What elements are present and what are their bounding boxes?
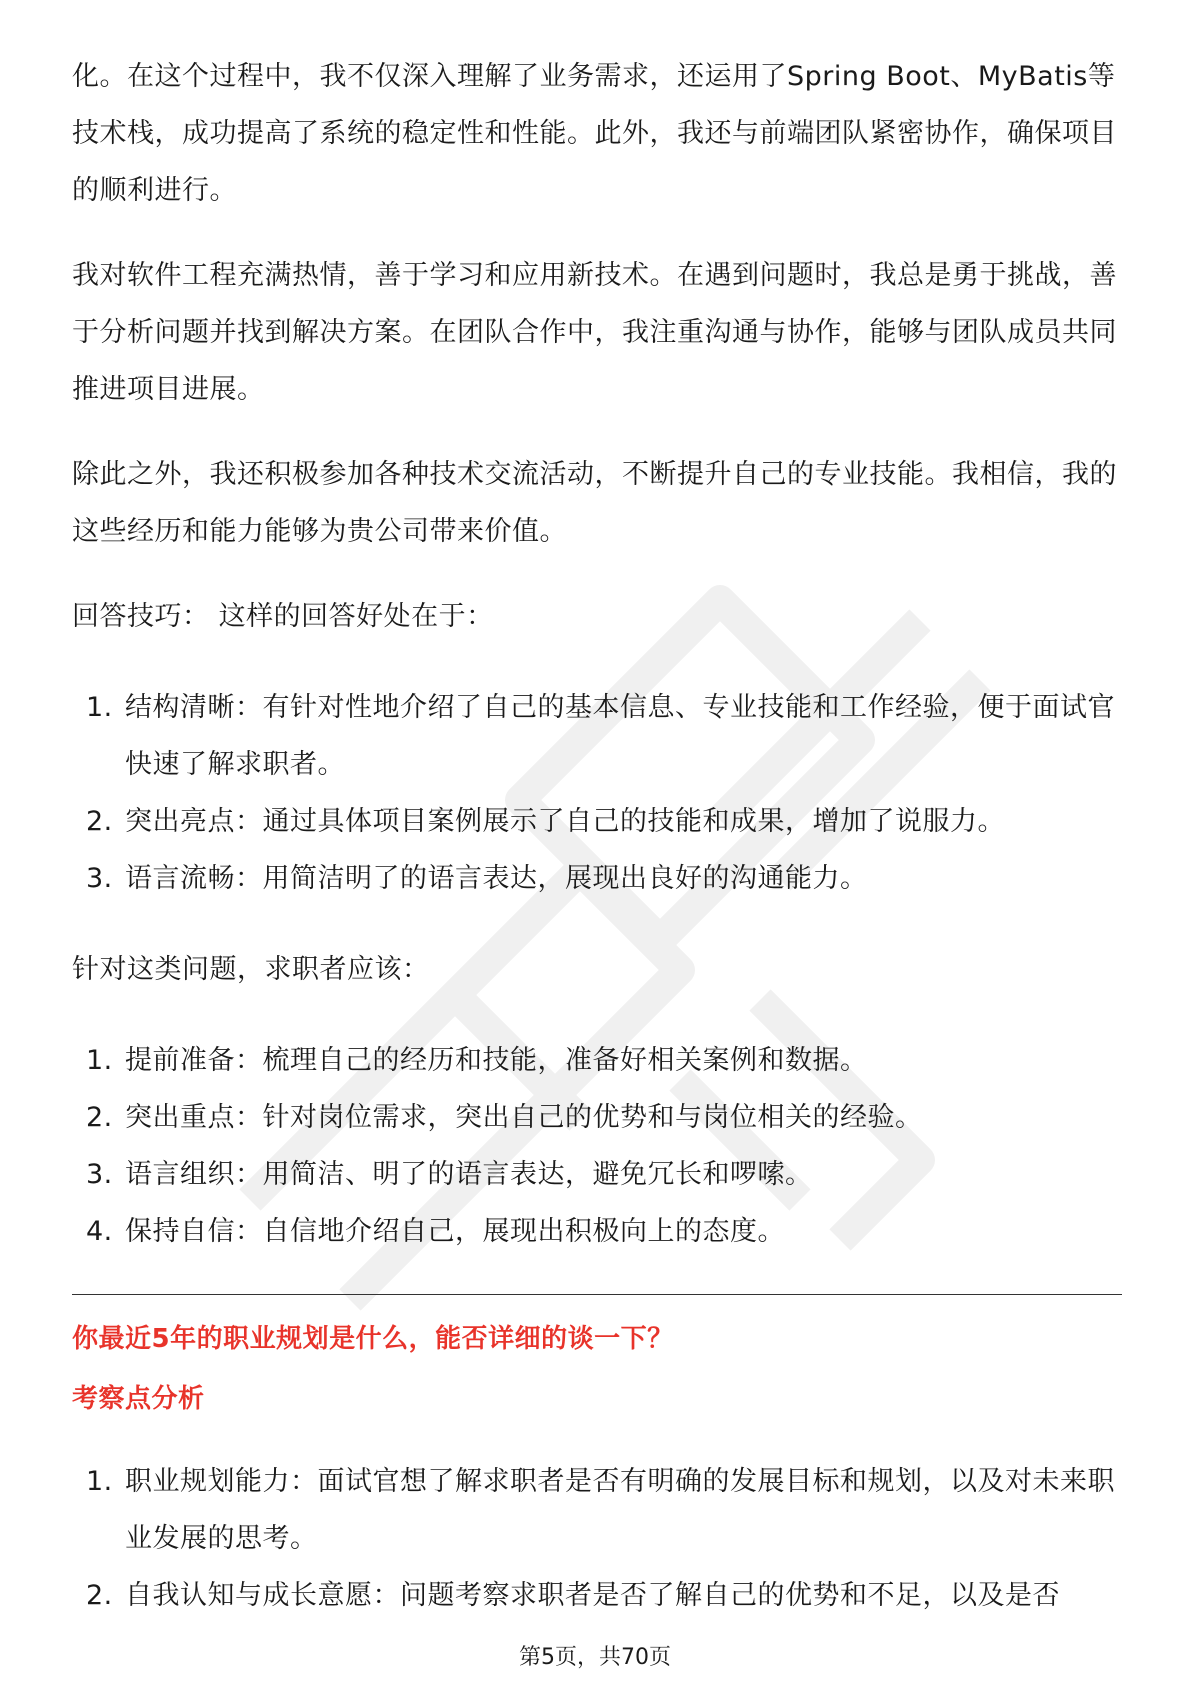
list-number: 1.: [86, 1466, 113, 1497]
page-footer: 第5页，共70页: [519, 1645, 671, 1670]
list-number: 3.: [86, 1159, 113, 1190]
list-item: [72, 1146, 1122, 1203]
list-number: 2.: [86, 1580, 113, 1611]
list-number: 2.: [86, 806, 113, 837]
list-item-text: 语言流畅：用简洁明了的语言表达，展现出良好的沟通能力。: [125, 863, 868, 894]
list-number: 4.: [86, 1216, 113, 1247]
analysis-heading: 考察点分析: [72, 1384, 205, 1414]
list-item: [72, 1567, 1122, 1624]
list-item: [72, 1203, 1122, 1260]
list-item: [72, 793, 1122, 850]
list-item-text: 突出重点：针对岗位需求，突出自己的优势和与岗位相关的经验。: [125, 1102, 923, 1133]
list-item-text: 自我认知与成长意愿：问题考察求职者是否了解自己的优势和不足，以及是否: [125, 1580, 1060, 1611]
main-content: [72, 48, 1122, 1658]
list-item: [72, 1032, 1122, 1089]
paragraph-activities: 除此之外，我还积极参加各种技术交流活动，不断提升自己的专业技能。我相信，我的这些经历和能力能够为贵公司带来价值。: [72, 459, 1117, 547]
list-item: [72, 850, 1122, 907]
list-number: 2.: [86, 1102, 113, 1133]
question-title: 你最近5年的职业规划是什么，能否详细的谈一下？: [72, 1324, 674, 1354]
list-number: 3.: [86, 863, 113, 894]
list-item: [72, 679, 1122, 793]
paragraph-project-summary: 化。在这个过程中，我不仅深入理解了业务需求，还运用了Spring Boot、MyBatis等技术栈，成功提高了系统的稳定性和性能。此外，我还与前端团队紧密协作，确保项目的顺利进行。: [72, 61, 1117, 206]
advice-intro: 针对这类问题，求职者应该：: [72, 954, 430, 985]
list-item-text: 职业规划能力：面试官想了解求职者是否有明确的发展目标和规划，以及对未来职业发展的思考。: [125, 1466, 1115, 1554]
list-item: [72, 1089, 1122, 1146]
list-item: [72, 1453, 1122, 1567]
list-number: 1.: [86, 692, 113, 723]
tips-list: [72, 679, 1122, 907]
tips-intro: 回答技巧： 这样的回答好处在于：: [72, 601, 494, 632]
analysis-points-list: [72, 1453, 1122, 1624]
list-item-text: 突出亮点：通过具体项目案例展示了自己的技能和成果，增加了说服力。: [125, 806, 1005, 837]
list-item-text: 语言组织：用简洁、明了的语言表达，避免冗长和啰嗦。: [125, 1159, 813, 1190]
list-number: 1.: [86, 1045, 113, 1076]
advice-list: [72, 1032, 1122, 1260]
list-item-text: 保持自信：自信地介绍自己，展现出积极向上的态度。: [125, 1216, 785, 1247]
list-item-text: 结构清晰：有针对性地介绍了自己的基本信息、专业技能和工作经验，便于面试官快速了解求职者。: [125, 692, 1115, 780]
paragraph-passion: 我对软件工程充满热情，善于学习和应用新技术。在遇到问题时，我总是勇于挑战，善于分析问题并找到解决方案。在团队合作中，我注重沟通与协作，能够与团队成员共同推进项目进展。: [72, 260, 1117, 405]
section-divider: [72, 1294, 1122, 1295]
list-item-text: 提前准备：梳理自己的经历和技能，准备好相关案例和数据。: [125, 1045, 868, 1076]
